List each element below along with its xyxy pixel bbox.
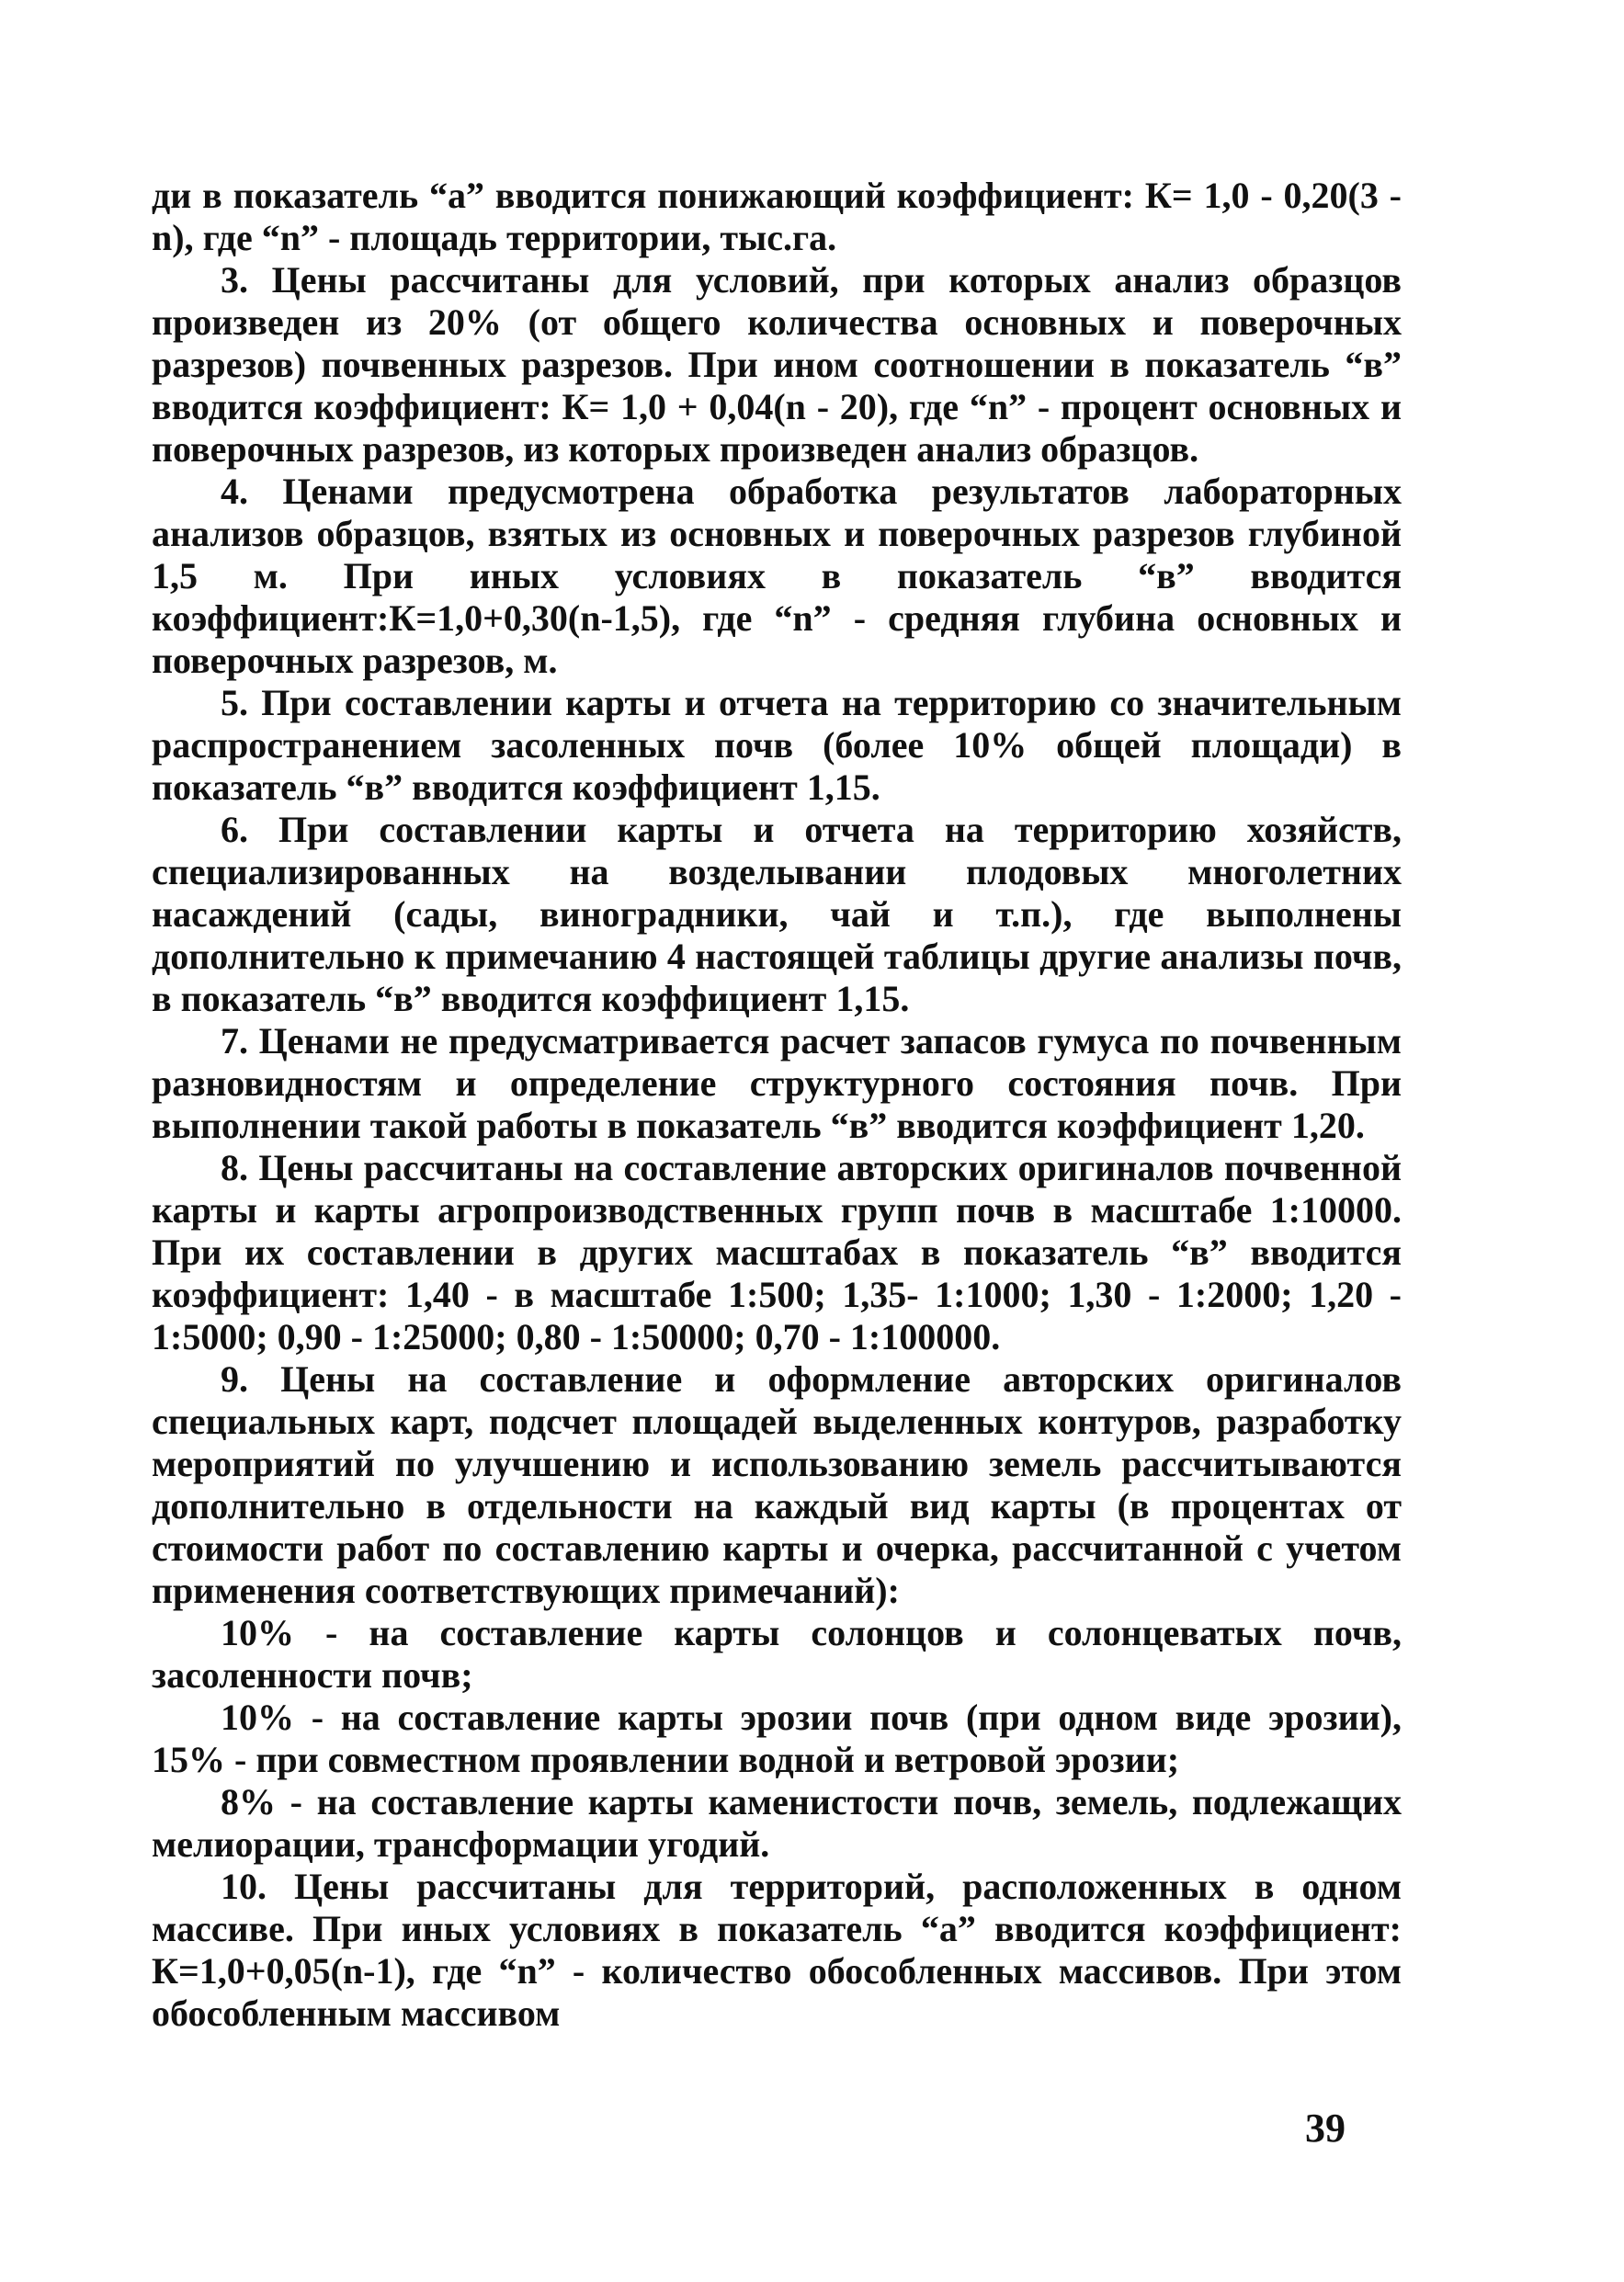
paragraph-note-6: 6. При составлении карты и отчета на территорию хозяйств, специализированных на возделывании плодовых многолетних насаждений (сады, виноградники, чай и т.п.), где выполнены дополнительно к примечанию 4 настоящей таблицы другие анализы почв, в показатель “в” вводится коэффициент 1,15. bbox=[152, 809, 1402, 1019]
paragraph-note-10: 10. Цены рассчитаны для территорий, расположенных в одном массиве. При иных условиях в показатель “а” вводится коэффициент: К=1,0+0,05(n-1), где “n” - количество обособленных массивов. При этом обособленным массивом bbox=[152, 1866, 1402, 2034]
paragraph-note-8: 8. Цены рассчитаны на составление авторских оригиналов почвенной карты и карты агропроизводственных групп почв в масштабе 1:10000. При их составлении в других масштабах в показатель “в” вводится коэффициент: 1,40 - в масштабе 1:500; 1,35- 1:1000; 1,30 - 1:2000; 1,20 - 1:5000; 0,90 - 1:25000; 0,80 - 1:50000; 0,70 - 1:100000. bbox=[152, 1147, 1402, 1357]
page-body bbox=[152, 175, 1402, 2035]
paragraph-note-7: 7. Ценами не предусматривается расчет запасов гумуса по почвенным разновидностям и определение структурного состояния почв. При выполнении такой работы в показатель “в” вводится коэффициент 1,20. bbox=[152, 1020, 1402, 1146]
paragraph-list-item-salinity: 10% - на составление карты солонцов и солонцеватых почв, засоленности почв; bbox=[152, 1612, 1402, 1696]
paragraph-list-item-erosion: 10% - на составление карты эрозии почв (при одном виде эрозии), 15% - при совместном проявлении водной и ветровой эрозии; bbox=[152, 1697, 1402, 1780]
paragraph-note-3: 3. Цены рассчитаны для условий, при которых анализ образцов произведен из 20% (от общего количества основных и поверочных разрезов) почвенных разрезов. При ином соотношении в показатель “в” вводится коэффициент: К= 1,0 + 0,04(n - 20), где “n” - процент основных и поверочных разрезов, из которых произведен анализ образцов. bbox=[152, 259, 1402, 470]
paragraph-note-9: 9. Цены на составление и оформление авторских оригиналов специальных карт, подсчет площадей выделенных контуров, разработку мероприятий по улучшению и использованию земель рассчитываются дополнительно в отдельности на каждый вид карты (в процентах от стоимости работ по составлению карты и очерка, рассчитанной с учетом применения соответствующих примечаний): bbox=[152, 1358, 1402, 1611]
paragraph-list-item-stoniness: 8% - на составление карты каменистости почв, земель, подлежащих мелиорации, трансформации угодий. bbox=[152, 1781, 1402, 1865]
paragraph-note-5: 5. При составлении карты и отчета на территорию со значительным распространением засоленных почв (более 10% общей площади) в показатель “в” вводится коэффициент 1,15. bbox=[152, 682, 1402, 808]
page-number: 39 bbox=[1305, 2106, 1346, 2151]
paragraph-note-4: 4. Ценами предусмотрена обработка результатов лабораторных анализов образцов, взятых из основных и поверочных разрезов глубиной 1,5 м. При иных условиях в показатель “в” вводится коэффициент:К=1,0+0,30(n-1,5), где “n” - средняя глубина основных и поверочных разрезов, м. bbox=[152, 471, 1402, 681]
paragraph-continuation: ди в показатель “а” вводится понижающий коэффициент: К= 1,0 - 0,20(3 - n), где “n” - площадь территории, тыс.га. bbox=[152, 175, 1402, 258]
